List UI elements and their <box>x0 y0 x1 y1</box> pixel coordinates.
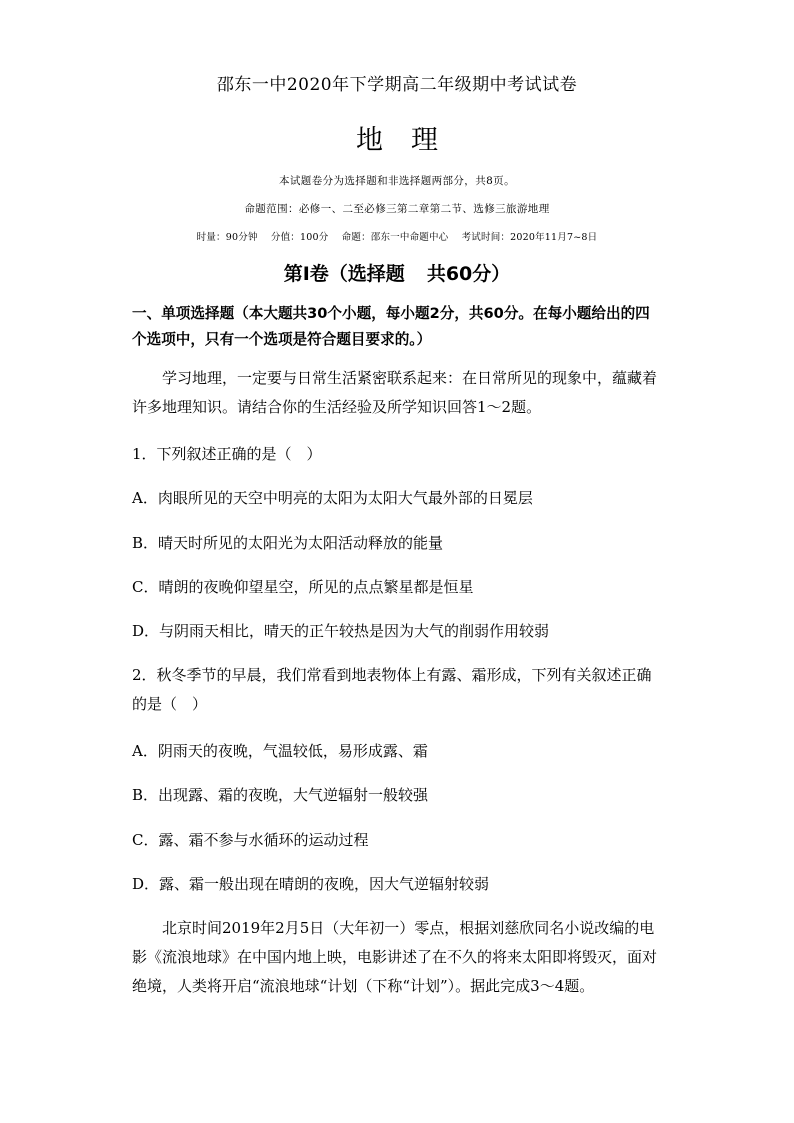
question-2-option-b: B．出现露、霜的夜晚，大气逆辐射一般较强 <box>132 786 429 804</box>
exam-date: 考试时间：2020年11月7~8日 <box>461 232 598 243</box>
question-2-option-a: A．阴雨天的夜晚，气温较低，易形成露、霜 <box>132 742 428 760</box>
subject-title: 地理 <box>356 125 466 156</box>
page-count-note: 本试题卷分为选择题和非选择题两部分，共8页。 <box>279 175 515 187</box>
question-2-option-d: D．露、霜一般出现在晴朗的夜晚，因大气逆辐射较弱 <box>132 875 490 893</box>
question-1-option-d: D．与阴雨天相比，晴天的正午较热是因为大气的削弱作用较弱 <box>132 622 550 640</box>
question-1-option-a: A．肉眼所见的天空中明亮的太阳为太阳大气最外部的日冕层 <box>132 489 533 507</box>
question-1-option-c: C．晴朗的夜晚仰望星空，所见的点点繁星都是恒星 <box>132 578 474 596</box>
passage-one: 学习地理，一定要与日常生活紧密联系起来：在日常所见的现象中，蕴藏着许多地理知识。请结合你的生活经验及所学知识回答1～2题。 <box>132 369 658 416</box>
part-one-title <box>0 259 794 286</box>
exam-author: 命题：邵东一中命题中心 <box>341 232 449 243</box>
part-one-title-main: 第Ⅰ卷（选择题 <box>283 263 405 285</box>
passage-two: 北京时间2019年2月5日（大年初一）零点，根据刘慈欣同名小说改编的电影《流浪地球》在中国内地上映，电影讲述了在不久的将来太阳即将毁灭，面对绝境，人类将开启“流浪地球“计划（下称“计划”）。据此完成3～4题。 <box>132 919 658 995</box>
part-one-title-score: 共60分） <box>426 263 511 285</box>
exam-title: 邵东一中2020年下学期高二年级期中考试试卷 <box>216 75 578 95</box>
question-2-option-c: C．露、霜不参与水循环的运动过程 <box>132 831 369 849</box>
section-one-heading: 一、单项选择题（本大题共30个小题，每小题2分，共60分。在每小题给出的四个选项中，只有一个选项是符合题目要求的。） <box>132 305 650 348</box>
exam-scope: 命题范围：必修一、二至必修三第二章第二节、选修三旅游地理 <box>244 203 550 215</box>
question-2-stem: 2．秋冬季节的早晨，我们常看到地表物体上有露、霜形成，下列有关叙述正确的是（ ） <box>132 666 652 713</box>
question-1-stem: 1．下列叙述正确的是（ ） <box>132 445 322 463</box>
exam-total-score: 分值：100分 <box>270 232 329 243</box>
question-1-option-b: B．晴天时所见的太阳光为太阳活动释放的能量 <box>132 534 444 552</box>
exam-duration: 时量：90分钟 <box>196 232 258 243</box>
exam-meta-line <box>0 229 794 243</box>
